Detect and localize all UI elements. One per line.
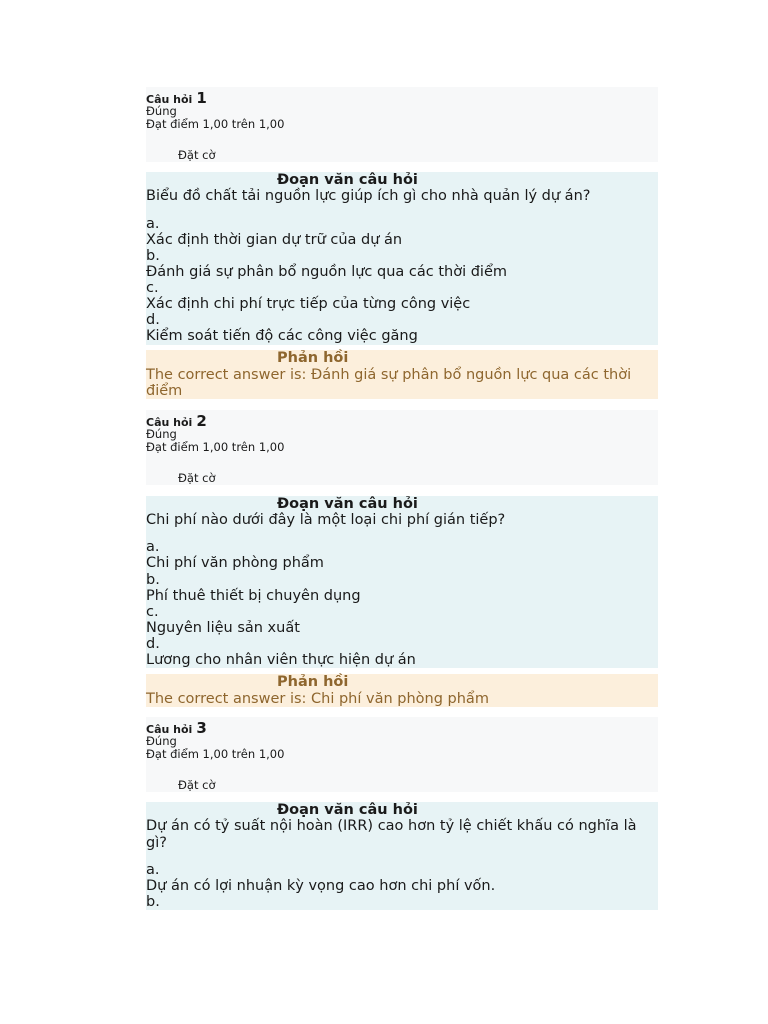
- answer-letter-d[interactable]: d.: [146, 312, 160, 328]
- flag-question-link[interactable]: Đặt cờ: [178, 471, 216, 485]
- question-number: 1: [196, 89, 207, 107]
- question-grade: Đạt điểm 1,00 trên 1,00: [146, 440, 285, 454]
- question-state: Đúng: [146, 734, 177, 748]
- feedback-heading: Phản hồi: [277, 674, 349, 690]
- question-label: Câu hỏi: [146, 723, 193, 736]
- question-text-heading: Đoạn văn câu hỏi: [277, 172, 418, 188]
- question-text-heading: Đoạn văn câu hỏi: [277, 802, 418, 818]
- answer-letter-a[interactable]: a.: [146, 862, 160, 878]
- answer-text-a[interactable]: Chi phí văn phòng phẩm: [146, 555, 324, 571]
- question-label: Câu hỏi: [146, 416, 193, 429]
- question-number: 2: [196, 412, 207, 430]
- question-state: Đúng: [146, 427, 177, 441]
- question-prompt: Chi phí nào dưới đây là một loại chi phí gián tiếp?: [146, 512, 506, 528]
- feedback-heading: Phản hồi: [277, 350, 349, 366]
- answer-text-a[interactable]: Xác định thời gian dự trữ của dự án: [146, 232, 403, 248]
- question-info-1: [146, 87, 658, 162]
- answer-text-d[interactable]: Kiểm soát tiến độ các công việc găng: [146, 328, 418, 344]
- flag-question-link[interactable]: Đặt cờ: [178, 148, 216, 162]
- flag-question-link[interactable]: Đặt cờ: [178, 778, 216, 792]
- feedback-box-1: [146, 350, 658, 399]
- question-label: Câu hỏi: [146, 93, 193, 106]
- question-text-box-3: [146, 802, 658, 910]
- question-info-3: [146, 717, 658, 792]
- answer-letter-b[interactable]: b.: [146, 894, 160, 910]
- answer-text-b[interactable]: Đánh giá sự phân bổ nguồn lực qua các thời điểm: [146, 264, 507, 280]
- question-prompt: Biểu đồ chất tải nguồn lực giúp ích gì cho nhà quản lý dự án?: [146, 188, 591, 204]
- question-info-2: [146, 410, 658, 485]
- answer-letter-b[interactable]: b.: [146, 248, 160, 264]
- answer-letter-a[interactable]: a.: [146, 539, 160, 555]
- answer-letter-c[interactable]: c.: [146, 604, 159, 620]
- question-number: 3: [196, 719, 207, 737]
- answer-text-c[interactable]: Xác định chi phí trực tiếp của từng công việc: [146, 296, 471, 312]
- answer-text-d[interactable]: Lương cho nhân viên thực hiện dự án: [146, 652, 416, 668]
- answer-text-b[interactable]: Phí thuê thiết bị chuyên dụng: [146, 588, 361, 604]
- answer-letter-a[interactable]: a.: [146, 216, 160, 232]
- correct-answer-text: The correct answer is: Đánh giá sự phân bổ nguồn lực qua các thời điểm: [146, 367, 632, 399]
- answer-letter-c[interactable]: c.: [146, 280, 159, 296]
- answer-letter-b[interactable]: b.: [146, 572, 160, 588]
- feedback-box-2: [146, 674, 658, 707]
- answer-letter-d[interactable]: d.: [146, 636, 160, 652]
- answer-text-a[interactable]: Dự án có lợi nhuận kỳ vọng cao hơn chi phí vốn.: [146, 878, 496, 894]
- question-text-heading: Đoạn văn câu hỏi: [277, 496, 418, 512]
- question-state: Đúng: [146, 104, 177, 118]
- question-prompt: Dự án có tỷ suất nội hoàn (IRR) cao hơn tỷ lệ chiết khấu có nghĩa là gì?: [146, 818, 637, 851]
- answer-text-c[interactable]: Nguyên liệu sản xuất: [146, 620, 300, 636]
- correct-answer-text: The correct answer is: Chi phí văn phòng phẩm: [146, 691, 489, 707]
- question-grade: Đạt điểm 1,00 trên 1,00: [146, 117, 285, 131]
- question-grade: Đạt điểm 1,00 trên 1,00: [146, 747, 285, 761]
- question-text-box-1: [146, 172, 658, 345]
- question-text-box-2: [146, 496, 658, 668]
